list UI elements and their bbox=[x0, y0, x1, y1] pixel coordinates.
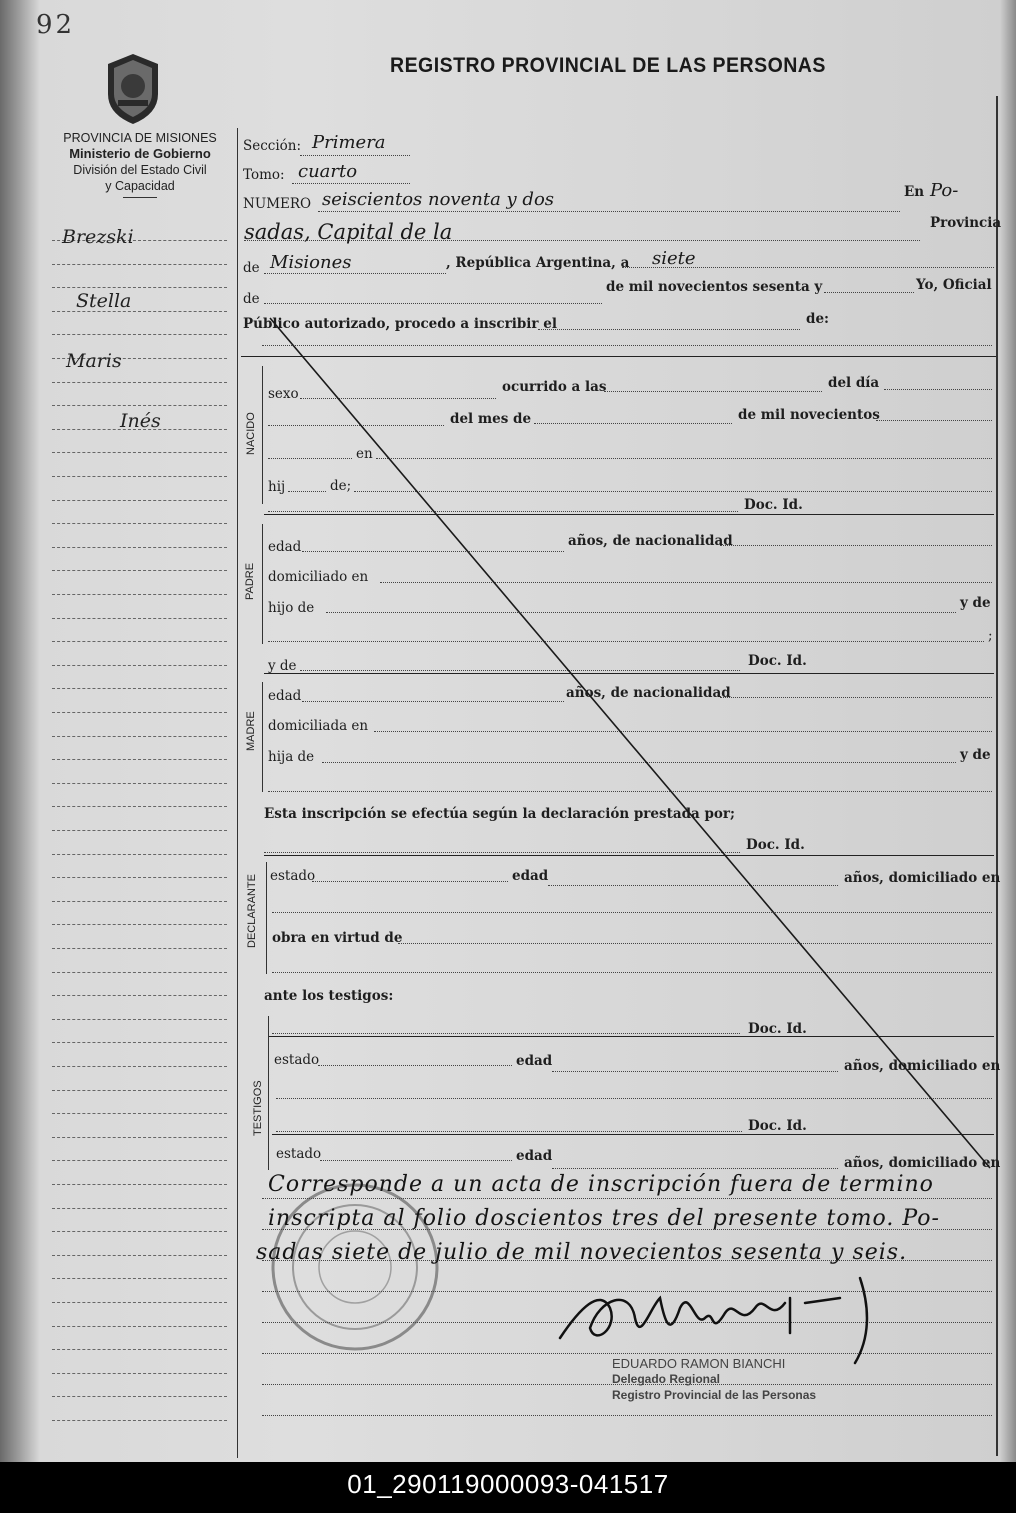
hij-de-label: de; bbox=[330, 478, 352, 494]
en-label: En bbox=[904, 184, 925, 200]
madre-hija-label: hija de bbox=[268, 749, 315, 765]
hij-label: hij bbox=[268, 479, 286, 495]
margin-first-name: Stella bbox=[76, 290, 132, 312]
seccion-value: Primera bbox=[312, 132, 386, 153]
declaracion-text: Esta inscripción se efectúa según la declaración prestada por; bbox=[264, 806, 736, 822]
en-nacido-label: en bbox=[356, 446, 373, 462]
madre-domicilio-label: domiciliada en bbox=[268, 718, 369, 734]
padre-nacionalidad-label: años, de nacionalidad bbox=[568, 533, 733, 549]
padre-hijo-label: hijo de bbox=[268, 600, 315, 616]
seccion-label: Sección: bbox=[243, 138, 302, 154]
padre-domicilio-label: domiciliado en bbox=[268, 569, 369, 585]
madre-side-label: MADRE bbox=[245, 711, 257, 751]
testigo1-estado-label: estado bbox=[274, 1052, 320, 1068]
declarante-anos-label: años, domiciliado en bbox=[844, 870, 1001, 886]
doc-testigo1-label: Doc. Id. bbox=[748, 1021, 807, 1037]
publico-label: Público autorizado, procedo a inscribir el bbox=[243, 316, 557, 332]
testigo1-anos-label: años, domiciliado en bbox=[844, 1058, 1001, 1074]
signatory-role: Delegado Regional bbox=[612, 1372, 721, 1386]
testigo2-anos-label: años, domiciliado en bbox=[844, 1155, 1001, 1171]
madre-nacionalidad-label: años, de nacionalidad bbox=[566, 685, 731, 701]
declarante-obra-label: obra en virtud de bbox=[272, 930, 403, 946]
de-label: de bbox=[243, 260, 260, 276]
numero-value: seiscientos noventa y dos bbox=[322, 189, 555, 210]
ocurrido-label: ocurrido a las bbox=[502, 379, 607, 395]
doc-declarante-label: Doc. Id. bbox=[746, 837, 805, 853]
scan-identifier: 01_290119000093-041517 bbox=[0, 1462, 1016, 1513]
de2-label: de bbox=[243, 291, 260, 307]
note-line-2: inscripta al folio doscientos tres del presente tomo. Po- bbox=[268, 1206, 940, 1231]
margin-surname: Brezski bbox=[62, 226, 134, 248]
testigo2-estado-label: estado bbox=[276, 1146, 322, 1162]
siete-value: siete bbox=[652, 248, 696, 269]
declarante-side-label: DECLARANTE bbox=[246, 874, 258, 948]
testigos-side-label: TESTIGOS bbox=[252, 1080, 264, 1136]
padre-y-de2-label: y de bbox=[268, 658, 297, 674]
provincia-label: Provincia bbox=[930, 215, 1002, 231]
declarante-edad-label: edad bbox=[512, 868, 549, 884]
office-capacity: y Capacidad bbox=[105, 179, 175, 193]
de3-label: de: bbox=[806, 311, 830, 327]
doc-padre-label: Doc. Id. bbox=[748, 653, 807, 669]
del-mes-label: del mes de bbox=[450, 411, 532, 427]
note-line-3: sadas siete de julio de mil novecientos sesenta y seis. bbox=[256, 1240, 908, 1265]
office-ministry: Ministerio de Gobierno bbox=[69, 146, 211, 161]
en-value: Po- bbox=[930, 180, 959, 201]
testigos-intro: ante los testigos: bbox=[264, 988, 394, 1004]
testigo1-edad-label: edad bbox=[516, 1053, 553, 1069]
padre-semicolon: ; bbox=[988, 628, 993, 644]
sadas-value: sadas, Capital de la bbox=[244, 220, 453, 244]
doc-nacido-label: Doc. Id. bbox=[744, 497, 803, 513]
tomo-value: cuarto bbox=[298, 161, 358, 182]
office-province: PROVINCIA DE MISIONES bbox=[63, 131, 217, 145]
mil-label: de mil novecientos sesenta y bbox=[606, 279, 823, 295]
madre-edad-label: edad bbox=[268, 688, 302, 704]
del-dia-label: del día bbox=[828, 375, 880, 391]
signatory-name: EDUARDO RAMON BIANCHI bbox=[612, 1356, 786, 1371]
page-number: 92 bbox=[36, 10, 76, 40]
numero-label: NUMERO bbox=[243, 196, 312, 212]
madre-y-de-label: y de bbox=[960, 747, 991, 763]
testigo2-edad-label: edad bbox=[516, 1148, 553, 1164]
padre-y-de-label: y de bbox=[960, 595, 991, 611]
note-line-1: Corresponde a un acta de inscripción fuera de termino bbox=[268, 1172, 934, 1197]
declarante-estado-label: estado bbox=[270, 868, 316, 884]
nacido-side-label: NACIDO bbox=[245, 412, 257, 455]
office-division: División del Estado Civil bbox=[73, 163, 207, 177]
misiones-value: Misiones bbox=[270, 252, 352, 273]
signatory-office: Registro Provincial de las Personas bbox=[612, 1388, 817, 1402]
sexo-label: sexo bbox=[268, 386, 299, 402]
margin-third-name: Inés bbox=[120, 410, 161, 432]
republica-label: , República Argentina, a bbox=[446, 255, 630, 271]
doc-testigo2-label: Doc. Id. bbox=[748, 1118, 807, 1134]
padre-edad-label: edad bbox=[268, 539, 302, 555]
margin-second-name: Maris bbox=[66, 350, 122, 372]
tomo-label: Tomo: bbox=[243, 167, 285, 183]
padre-side-label: PADRE bbox=[244, 562, 256, 600]
yo-label: Yo, Oficial bbox=[916, 277, 992, 293]
de-mil-label: de mil novecientos bbox=[738, 407, 880, 423]
document-title: REGISTRO PROVINCIAL DE LAS PERSONAS bbox=[390, 54, 826, 77]
